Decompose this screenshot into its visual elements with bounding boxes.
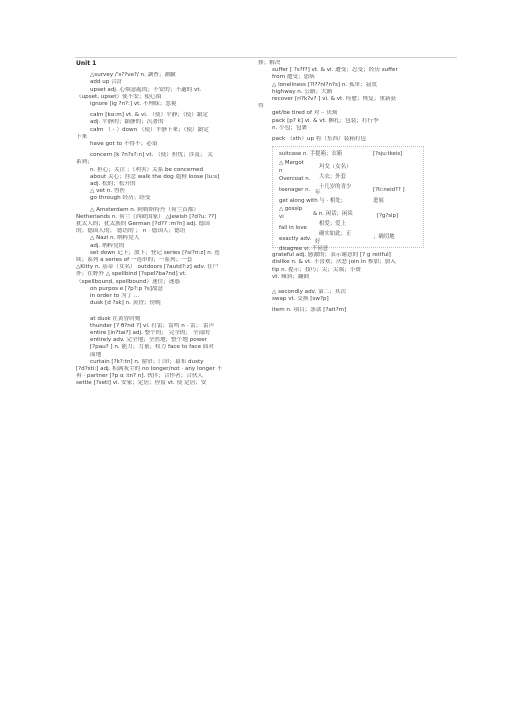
vocab-line: 系到；	[76, 159, 93, 166]
vocab-line: suffer [ ?s?f?] vt. & vi. 遭受；忍受；经历 suffer	[272, 67, 398, 74]
vocab-line: settle [?setl] vi. 安家；定居；停留 vt. 使 定居；安	[76, 380, 207, 387]
vocab-line: △Kitty n. 基蒂（女名） outdoors [?autd?:z] adv. 在户	[76, 264, 219, 271]
vocab-line: swap vt. 交换 [sw?p]	[272, 296, 329, 303]
box-text: exactly adv.	[279, 236, 312, 243]
box-text: 确实如此；正	[319, 231, 352, 238]
vocab-line: on purpos e [?p?:p ?s]故意	[90, 285, 164, 292]
box-text: 进展	[373, 198, 384, 205]
vocab-line: n. 小包；包裹	[272, 124, 308, 131]
vocab-line: 排；解决	[258, 60, 281, 66]
box-text: teenager n.	[279, 187, 311, 194]
vocab-line: adj. 纳粹党的	[90, 242, 125, 249]
box-text: △ Margot	[279, 160, 304, 167]
box-text: 年	[315, 190, 321, 197]
vocab-line: [?d?sti:] adj. 积满灰尘的 no longer/not · any longer 不	[76, 365, 223, 372]
vocab-line: Netherlands n. 荷兰（西欧国家） △Jewish [?d?u: ??]	[76, 213, 217, 220]
vocab-line: （upset, upset）使不安；使心煩	[76, 93, 162, 100]
box-text: suitcase n. 手提箱；衣箱	[279, 151, 343, 158]
box-text: 好	[315, 239, 321, 246]
vocab-line: 面地	[90, 351, 102, 358]
vocab-line: tip n. 提示；技巧；尖；尖端；小费	[272, 266, 361, 273]
vocab-line: adj. 平靜的；鎮靜的；沉著的	[90, 119, 164, 126]
right-column	[258, 60, 458, 315]
vocab-line: 得	[258, 103, 264, 110]
vocab-line: get/be tired of 对 ·· 厌烦	[272, 110, 338, 117]
vocab-line: ignore [ig ?n?:] vt. 不理睬；忽視	[90, 101, 177, 108]
vocab-line: △survey /'s??ve?/ n. 調查；測驗	[90, 72, 176, 79]
vocab-line: set down 记下；放下；登记 series [?si?ri:z] n. 连	[90, 249, 220, 256]
vocab-line: curtain [?k?:tn] n. 窗帘；门帘；幕布 dusty	[90, 358, 204, 365]
vocab-line: recover [ri?k?v? ] vi. & vt. 痊愈；恢复；重新获	[272, 96, 397, 103]
vocab-line: dislike n. & vt. 不喜欢；厌恶 join in 参加；加入	[272, 259, 396, 266]
box-text: n	[279, 168, 283, 175]
box-text: 十几岁的青少	[319, 184, 352, 191]
vocab-line: 下來	[76, 133, 88, 140]
box-text: 玛戈（女名）	[319, 164, 352, 171]
box-text: ；确切地	[373, 234, 395, 241]
vocab-line: 再 · partner [?p α :tn? n]. 伙伴；合作者；合伙人	[76, 373, 204, 380]
header-rule	[75, 57, 457, 58]
vocab-line: △ loneliness [?l??nl?n?s] n. 孤单；寂寞	[272, 81, 377, 88]
vocab-line: dusk [d ?sk] n. 黄昏；傍晚	[90, 300, 161, 307]
vocab-line: entire [in?tai?] adj. 整个的； 完全的； 全部的	[90, 329, 210, 336]
vocab-line: n. 担心；关注 ；（利害）关系 be concerned	[90, 166, 204, 173]
box-text: & n. 闲话；闲谈	[313, 211, 353, 218]
vocab-line: vt. 倾斜；翻倒	[272, 273, 310, 280]
vocab-line: △ Nazi n. 纳粹党人	[90, 235, 140, 242]
box-text: [?g?sip]	[377, 213, 399, 220]
box-text: Overcoat n.	[279, 176, 311, 183]
box-text: △ gossip	[279, 206, 303, 213]
right-vocab-list-top	[258, 60, 458, 143]
vocab-line: thunder [? θ?nd ?] vi. 打雷；雷鸣 n · 雷； 雷声	[90, 322, 215, 329]
box-text: 相爱；爱上	[319, 221, 346, 228]
unit-heading: Unit 1	[76, 60, 97, 67]
vocab-line: go through 经历；经受	[90, 195, 151, 202]
vocab-line: pack （sth）up 将（东西）装箱打包	[272, 136, 367, 143]
vocab-line: [?pau? ] n. 能力；力量；权力 face to face 面对	[90, 344, 214, 351]
vocab-line: 外；在野外 △ spellbind [?spel?ba?nd] vt.	[76, 271, 187, 278]
vocab-line: （spellbound, spellbound）迷住；迷惑	[76, 278, 180, 285]
box-text: [?ti:neid?? ]	[373, 187, 405, 194]
vocab-line: △ secondly adv. 第二；其次	[272, 289, 347, 296]
vocab-line: entirely adv. 完全地；全然地；整个地 power	[90, 337, 208, 344]
vocab-line: in order to 为了 …	[90, 293, 140, 300]
vocab-line: pack [p? k] vi. & vt. 捆扎；包装；打行李	[272, 117, 379, 124]
vocab-line: calm [kα:m] vt. & vi. （使）平靜；（使）鎮定	[90, 112, 209, 119]
vocab-text-box	[272, 146, 424, 253]
vocab-line: △ vet n. 兽医	[90, 188, 126, 195]
right-vocab-list-bottom	[258, 252, 458, 314]
vocab-line: highway n. 公路；大路	[272, 88, 333, 95]
vocab-line: add up 合計	[90, 79, 123, 86]
vocab-line: △ Amsterdam n. 阿姆斯特丹（荷兰首都）	[90, 206, 199, 213]
vocab-line: 犹太人的；犹太族的 German [?d?? :m?n] adj. 德国	[76, 221, 210, 228]
vocab-line: have got to 不得不；必須	[90, 141, 158, 148]
vocab-line: at dusk 在黄昏时刻	[90, 315, 141, 322]
box-text: get along with 与 · 相处；	[279, 198, 347, 205]
vocab-line: 续；系列 a series of 一连串的；一系列；一套	[76, 257, 193, 264]
box-text: fall in love	[279, 225, 307, 232]
left-column	[76, 60, 254, 388]
box-text: vi	[279, 214, 284, 221]
left-vocab-list	[76, 72, 254, 387]
vocab-line: upset adj. 心煩意亂的；不安的；不適的 vt.	[90, 86, 202, 93]
vocab-line: about 关心；挂念 walk the dog 遛狗 loose [lu:s]	[90, 173, 220, 180]
box-text: disagree vi. 不同意	[279, 246, 329, 253]
vocab-line: 的；德国人的； 德语的 ； n · 德国人；德语	[76, 228, 186, 235]
vocab-line: item n. 项目；条款 [?ait?m]	[272, 307, 347, 314]
vocab-line: concern [k ?n?s?:n] vt. （使）担忧；涉及； 关	[90, 152, 213, 159]
box-text: [?sju:tkeis]	[373, 151, 403, 158]
box-text: 大衣；外套	[319, 174, 346, 181]
vocab-line: grateful adj. 感激的；表示谢意的 [? g reitful]	[272, 252, 391, 259]
vocab-line: calm （ - ）down （使）平靜下來；（使）鎮定	[90, 126, 209, 133]
vocab-line: from 遭受；患病	[272, 74, 315, 81]
vocab-line: adj. 松的；松开的	[90, 181, 136, 188]
